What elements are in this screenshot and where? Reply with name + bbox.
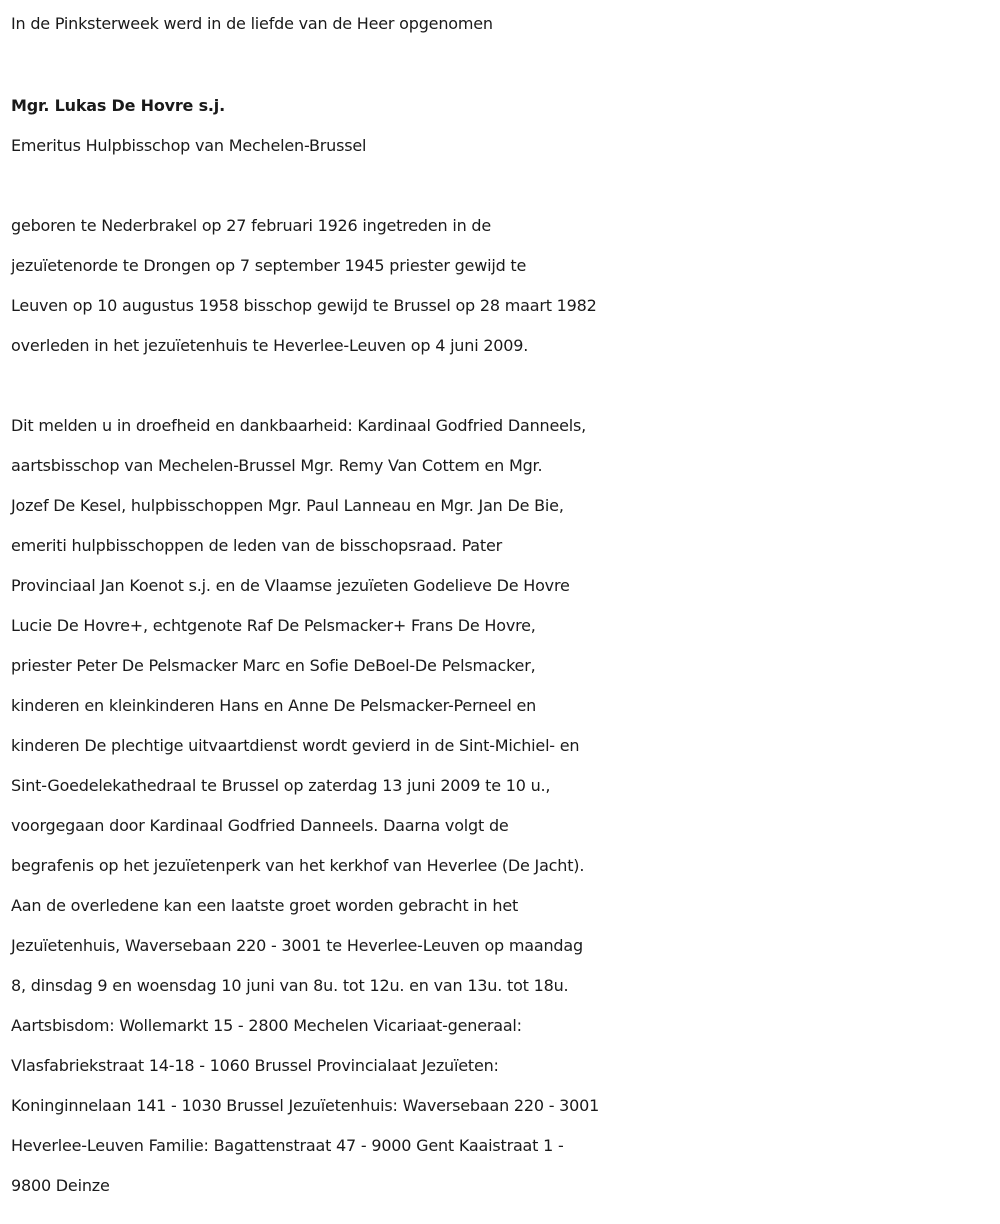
text-line: Dit melden u in droefheid en dankbaarheid: Kardinaal Godfried Danneels,	[11, 416, 587, 435]
text-line: emeriti hulpbisschoppen de leden van de bisschopsraad. Pater	[11, 536, 502, 555]
text-line: Leuven op 10 augustus 1958 bisschop gewijd te Brussel op 28 maart 1982	[11, 296, 597, 315]
deceased-name: Mgr. Lukas De Hovre s.j.	[11, 96, 225, 115]
text-line: Sint-Goedelekathedraal te Brussel op zaterdag 13 juni 2009 te 10 u.,	[11, 776, 551, 795]
intro-line: In de Pinksterweek werd in de liefde van de Heer opgenomen	[11, 14, 493, 33]
text-line: aartsbisschop van Mechelen-Brussel Mgr. Remy Van Cottem en Mgr.	[11, 456, 543, 475]
text-line: begrafenis op het jezuïetenperk van het kerkhof van Heverlee (De Jacht).	[11, 856, 585, 875]
text-line: Aartsbisdom: Wollemarkt 15 - 2800 Mechelen Vicariaat-generaal:	[11, 1016, 522, 1035]
text-line: Aan de overledene kan een laatste groet worden gebracht in het	[11, 896, 519, 915]
announcement-paragraph	[11, 406, 993, 1206]
biography-paragraph	[11, 206, 993, 366]
text-line: Jezuïetenhuis, Waversebaan 220 - 3001 te Heverlee-Leuven op maandag	[11, 936, 583, 955]
text-line: jezuïetenorde te Drongen op 7 september 1945 priester gewijd te	[11, 256, 527, 275]
text-line: overleden in het jezuïetenhuis te Heverlee-Leuven op 4 juni 2009.	[11, 336, 529, 355]
text-line: kinderen en kleinkinderen Hans en Anne De Pelsmacker-Perneel en	[11, 696, 537, 715]
text-line: priester Peter De Pelsmacker Marc en Sofie DeBoel-De Pelsmacker,	[11, 656, 536, 675]
text-line: voorgegaan door Kardinaal Godfried Danneels. Daarna volgt de	[11, 816, 509, 835]
text-line: 9800 Deinze	[11, 1176, 110, 1195]
text-line: Koninginnelaan 141 - 1030 Brussel Jezuïetenhuis: Waversebaan 220 - 3001	[11, 1096, 600, 1115]
text-line: Vlasfabriekstraat 14-18 - 1060 Brussel Provincialaat Jezuïeten:	[11, 1056, 499, 1075]
deceased-title: Emeritus Hulpbisschop van Mechelen-Brussel	[11, 136, 367, 155]
text-line: Provinciaal Jan Koenot s.j. en de Vlaamse jezuïeten Godelieve De Hovre	[11, 576, 570, 595]
text-line: Jozef De Kesel, hulpbisschoppen Mgr. Paul Lanneau en Mgr. Jan De Bie,	[11, 496, 564, 515]
text-line: Lucie De Hovre+, echtgenote Raf De Pelsmacker+ Frans De Hovre,	[11, 616, 536, 635]
text-line: Heverlee-Leuven Familie: Bagattenstraat 47 - 9000 Gent Kaaistraat 1 -	[11, 1136, 564, 1155]
text-line: kinderen De plechtige uitvaartdienst wordt gevierd in de Sint-Michiel- en	[11, 736, 580, 755]
obituary-document	[11, 4, 993, 1206]
text-line: 8, dinsdag 9 en woensdag 10 juni van 8u. tot 12u. en van 13u. tot 18u.	[11, 976, 569, 995]
text-line: geboren te Nederbrakel op 27 februari 1926 ingetreden in de	[11, 216, 492, 235]
